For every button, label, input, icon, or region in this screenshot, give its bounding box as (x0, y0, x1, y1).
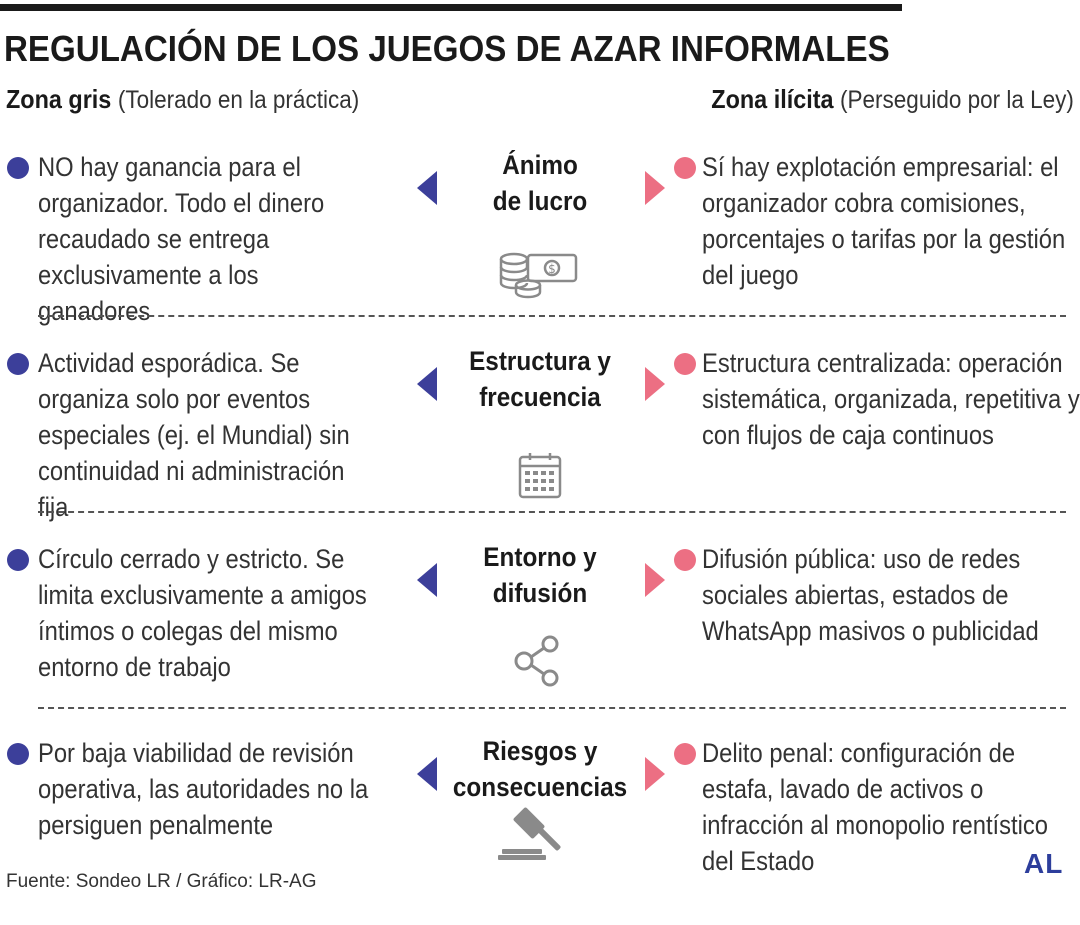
category-line: Entorno y (483, 542, 597, 572)
bullet-dot (7, 549, 29, 571)
zona-ilicita-text: Estructura centralizada: operación sistemática, organizada, repetitiva y con flujos de caja continuos (702, 348, 1080, 450)
top-rule (0, 4, 902, 11)
bullet-dot (674, 353, 696, 375)
zona-gris-text: Actividad esporádica. Se organiza solo por eventos especiales (ej. el Mundial) sin continuidad ni administración fija (38, 348, 350, 522)
arrow-right-icon (645, 171, 665, 205)
category-line: Estructura y (469, 346, 611, 376)
page-title: REGULACIÓN DE LOS JUEGOS DE AZAR INFORMALES (4, 28, 890, 69)
zone-ilicita-name: Zona ilícita (711, 84, 834, 114)
row-animo-de-lucro (0, 149, 1080, 339)
bullet-dot (7, 353, 29, 375)
category-line: frecuencia (479, 382, 601, 412)
source-footer: Fuente: Sondeo LR / Gráfico: LR-AG (6, 871, 317, 892)
row-estructura-y-frecuencia (0, 345, 1080, 535)
bullet-dot (7, 157, 29, 179)
arrow-left-icon (417, 757, 437, 791)
money-coins-icon (498, 245, 582, 301)
zona-ilicita-text: Difusión pública: uso de redes sociales abiertas, estados de WhatsApp masivos o publicidad (702, 544, 1039, 646)
category-label (450, 539, 630, 611)
svg-text:$: $ (548, 262, 556, 276)
bullet-dot (7, 743, 29, 765)
dashed-divider (38, 315, 1066, 317)
zone-ilicita-note: (Perseguido por la Ley) (840, 86, 1074, 114)
arrow-left-icon (417, 367, 437, 401)
category-line: de lucro (492, 186, 588, 216)
zone-gris-note: (Tolerado en la práctica) (117, 86, 360, 114)
share-icon (498, 633, 582, 689)
category-line: consecuencias (452, 772, 628, 802)
arrow-left-icon (417, 563, 437, 597)
arrow-right-icon (645, 367, 665, 401)
zone-ilicita-header (711, 84, 1074, 115)
zone-gris-name: Zona gris (6, 84, 112, 114)
category-label (450, 733, 630, 805)
zona-gris-text: Círculo cerrado y estricto. Se limita exclusivamente a amigos íntimos o colegas del mismo entorno de trabajo (38, 544, 367, 682)
calendar-icon (498, 451, 582, 507)
category-label (450, 343, 630, 415)
arrow-right-icon (645, 757, 665, 791)
zona-gris-text: NO hay ganancia para el organizador. Todo el dinero recaudado se entrega exclusivamente a los ganadores (38, 152, 325, 326)
zona-ilicita-text: Delito penal: configuración de estafa, lavado de activos o infracción al monopolio rentístico del Estado (702, 738, 1049, 876)
dashed-divider (38, 511, 1066, 513)
publisher-logo: AL (1024, 848, 1064, 879)
bullet-dot (674, 157, 696, 179)
category-line: difusión (492, 578, 588, 608)
row-riesgos-y-consecuencias (0, 735, 1080, 925)
category-label (450, 147, 630, 219)
bullet-dot (674, 549, 696, 571)
bullet-dot (674, 743, 696, 765)
category-line: Riesgos y (482, 736, 598, 766)
row-entorno-y-difusion (0, 541, 1080, 731)
zona-gris-text: Por baja viabilidad de revisión operativa, las autoridades no la persiguen penalmente (38, 738, 369, 840)
dashed-divider (38, 707, 1066, 709)
zone-gris-header (6, 84, 359, 115)
category-line: Ánimo (502, 150, 578, 180)
arrow-right-icon (645, 563, 665, 597)
zona-ilicita-text: Sí hay explotación empresarial: el organizador cobra comisiones, porcentajes o tarifas por la gestión del juego (702, 152, 1066, 290)
gavel-icon (494, 805, 578, 861)
arrow-left-icon (417, 171, 437, 205)
